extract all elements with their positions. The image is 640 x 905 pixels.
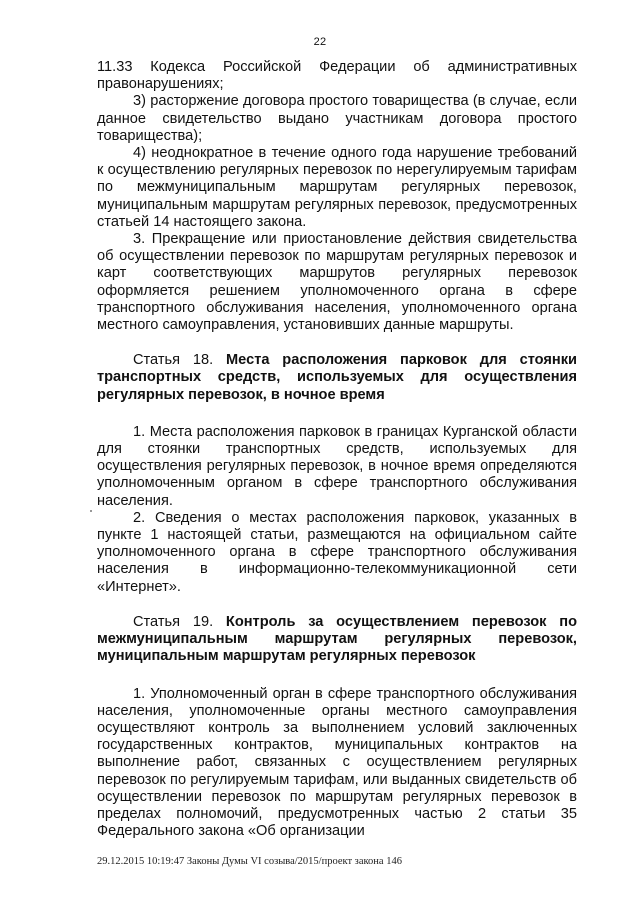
article-18-number: Статья 18. — [133, 352, 214, 369]
page-number: 22 — [313, 36, 327, 48]
document-footer: 29.12.2015 10:19:47 Законы Думы VI созыва/2015/проект закона 146 — [97, 856, 402, 867]
paragraph-continuation: 11.33 Кодекса Российской Федерации об административных правонарушениях; — [97, 59, 577, 93]
article-18-clause-2: 2. Сведения о местах расположения парковок, указанных в пункте 1 настоящей статьи, размещаются на официальном сайте уполномоченного органа в сфере транспортного обслуживания населения в информационно-телекоммуникационной сети «Интернет». — [97, 509, 577, 595]
article-19-number: Статья 19. — [133, 613, 214, 630]
article-18-heading — [97, 352, 577, 404]
scan-speck — [90, 510, 92, 512]
document-body — [97, 59, 577, 840]
clause-3: 3. Прекращение или приостановление действия свидетельства об осуществлении перевозок по маршрутам регулярных перевозок и карт соответствующих маршрутов регулярных перевозок оформляется решением уполномоченного органа в сфере транспортного обслуживания населения, уполномоченного органа местного самоуправления, установивших данные маршруты. — [97, 231, 577, 334]
article-18-title: Места расположения парковок для стоянки транспортных средств, используемых для осуществления регулярных перевозок, в ночное время — [97, 352, 578, 403]
article-18-clause-1: 1. Места расположения парковок в границах Курганской области для стоянки транспортных средств, используемых для осуществления регулярных перевозок, в ночное время определяются уполномоченным органом в сфере транспортного обслуживания населения. — [97, 423, 577, 509]
article-19-heading — [97, 614, 577, 666]
list-item-3: 3) расторжение договора простого товарищества (в случае, если данное свидетельство выдано участникам договора простого товарищества); — [97, 93, 577, 144]
article-19-title: Контроль за осуществлением перевозок по межмуниципальным маршрутам регулярных перевозок, муниципальным маршрутам регулярных перевозок — [97, 613, 577, 665]
list-item-4: 4) неоднократное в течение одного года нарушение требований к осуществлению регулярных перевозок по нерегулируемым тарифам по межмуниципальным маршрутам регулярных перевозок, муниципальным маршрутам регулярных перевозок, предусмотренных статьей 14 настоящего закона. — [97, 145, 577, 230]
article-19-clause-1: 1. Уполномоченный орган в сфере транспортного обслуживания населения, уполномоченные органы местного самоуправления осуществляют контроль за выполнением условий заключенных государственных контрактов, муниципальных контрактов на выполнение работ, связанных с осуществлением регулярных перевозок по регулируемым тарифам, или выданных свидетельств об осуществлении перевозок по маршрутам регулярных перевозок в пределах полномочий, предусмотренных частью 2 статьи 35 Федерального закона «Об организации — [97, 685, 577, 840]
